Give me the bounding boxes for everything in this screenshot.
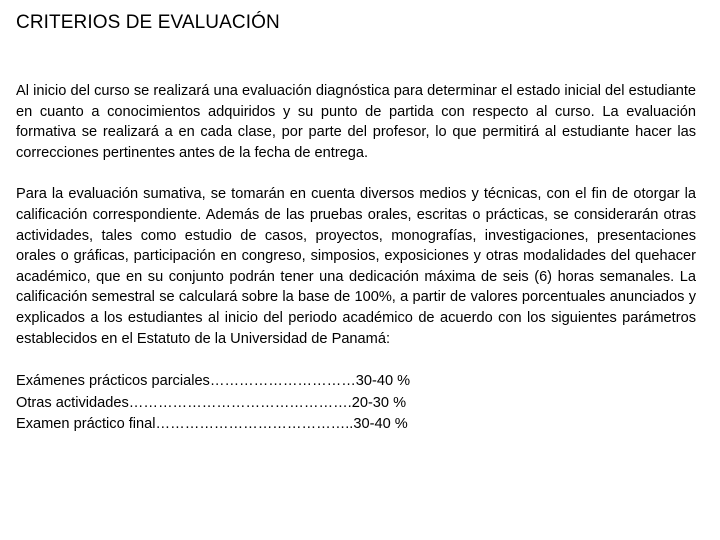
criteria-percentage: 30-40 %	[355, 373, 411, 390]
paragraph-diagnostic-evaluation: Al inicio del curso se realizará una evaluación diagnóstica para determinar el estado inicial del estudiante en cuanto a conocimientos adquiridos y su punto de partida con respecto al curso. La evaluación formativa se realizará a en cada clase, por parte del profesor, lo que permitirá al estudiante hacer las correcciones pertinentes antes de la fecha de entrega.	[16, 83, 696, 161]
document-title: CRITERIOS DE EVALUACIÓN	[16, 12, 280, 33]
criteria-percentage: 20-30 %	[351, 394, 407, 411]
list-item	[16, 414, 696, 436]
document-page	[16, 10, 696, 436]
criteria-list	[16, 371, 696, 436]
criteria-leader-dots: …………………………	[209, 373, 356, 390]
criteria-label: Examen práctico final	[16, 416, 156, 433]
criteria-percentage: 30-40 %	[353, 416, 408, 433]
criteria-label: Exámenes prácticos parciales	[16, 373, 210, 390]
list-item	[16, 393, 696, 415]
criteria-label: Otras actividades	[16, 394, 129, 411]
criteria-leader-dots: ……………………………………….	[128, 394, 352, 411]
paragraph-summative-evaluation: Para la evaluación sumativa, se tomarán en cuenta diversos medios y técnicas, con el fin de otorgar la calificación correspondiente. Además de las pruebas orales, escritas o prácticas, se considerarán otras actividades, tales como estudio de casos, proyectos, monografías, investigaciones, presentaciones orales o gráficas, participación en congreso, simposios, exposiciones y otras modalidades del quehacer académico, que en su conjunto podrán tener una dedicación máxima de seis (6) horas semanales. La calificación semestral se calculará sobre la base de 100%, a partir de valores porcentuales anunciados y explicados a los estudiantes al inicio del periodo académico de acuerdo con los siguientes parámetros establecidos en el Estatuto de la Universidad de Panamá:	[16, 186, 696, 347]
list-item	[16, 371, 696, 393]
criteria-leader-dots: …………………………………..	[155, 416, 354, 433]
